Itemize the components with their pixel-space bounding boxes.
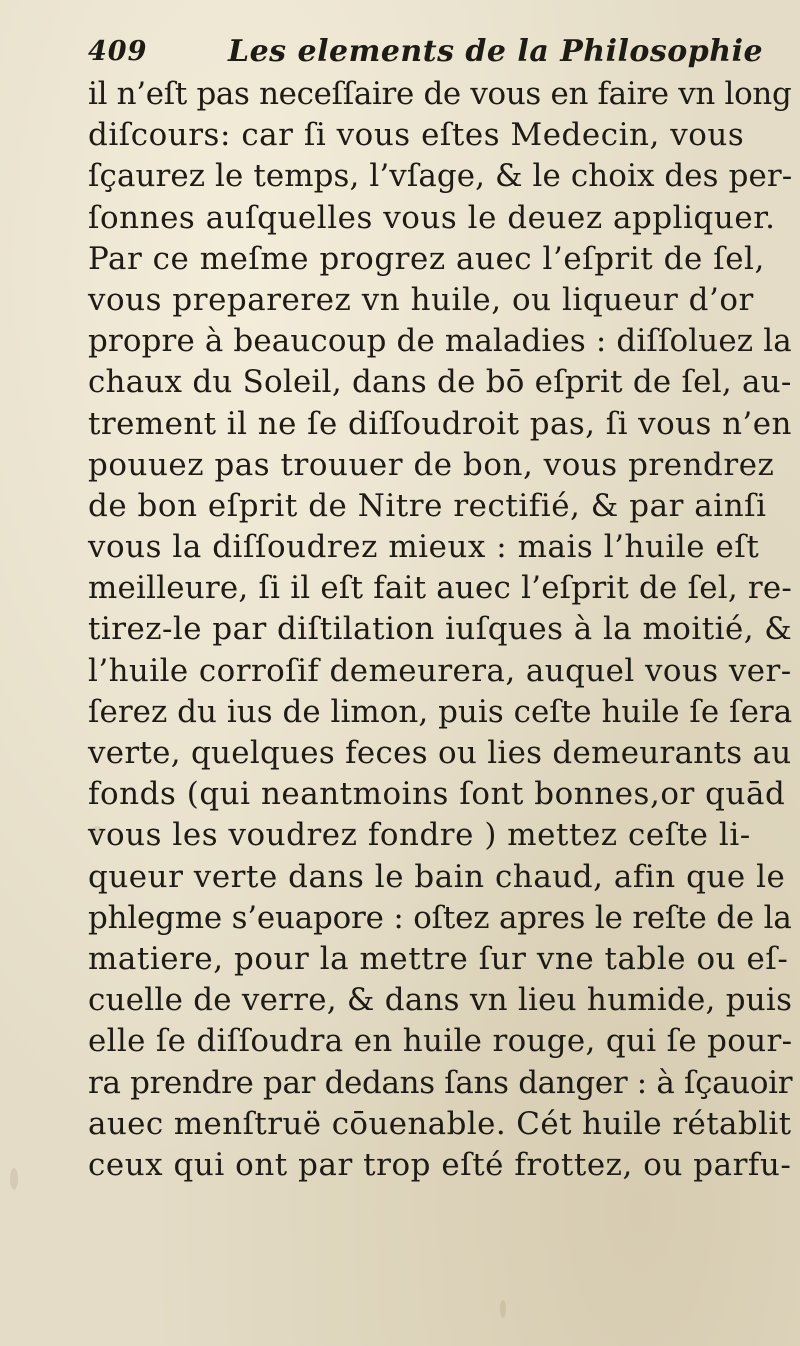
text-line: verte, quelques feces ou lies demeurants au [88, 735, 792, 771]
text-line: ſerez du ius de limon, puis ceſte huile ſe ſera [88, 693, 793, 730]
text-line: cuelle de verre, & dans vn lieu humide, puis [88, 982, 793, 1019]
text-line: diſcours: car ſi vous eſtes Medecin, vous [88, 117, 745, 154]
text-line: ſçaurez le temps, l’vſage, & le choix des per- [88, 158, 793, 195]
text-line: Par ce meſme progrez auec l’eſprit de ſel, [88, 240, 765, 277]
text-line: meilleure, ſi il eſt fait auec l’eſprit de ſel, re- [88, 570, 793, 607]
text-line: de bon eſprit de Nitre rectifié, & par ainſi [88, 487, 767, 524]
text-line: tirez-le par diſtilation iuſques à la moitié, & [88, 611, 793, 648]
text-line: auec menſtruë cōuenable. Cét huile rétablit [88, 1105, 792, 1142]
paper-stain [10, 1168, 18, 1190]
text-line: vous les voudrez fondre ) mettez ceſte li- [88, 817, 751, 854]
body-text [88, 74, 796, 1186]
text-line: vous preparerez vn huile, ou liqueur d’or [88, 281, 754, 318]
text-line: ra prendre par dedans ſans danger : à ſçauoir [88, 1064, 793, 1101]
text-line: phlegme s’euapore : oſtez apres le reſte de la [88, 899, 792, 936]
running-title: Les elements de la Philosophie [228, 34, 764, 69]
paper-stain [500, 1300, 506, 1318]
text-line: queur verte dans le bain chaud, afin que le [88, 858, 786, 895]
running-head [88, 30, 764, 74]
text-line: l’huile corroſif demeurera, auquel vous ver- [88, 652, 792, 689]
text-line: ceux qui ont par trop eſté frottez, ou parfu- [88, 1146, 792, 1183]
text-line: trement il ne ſe diſſoudroit pas, ſi vous n’en [88, 405, 792, 442]
text-line: ſonnes auſquelles vous le deuez appliquer. [88, 199, 776, 236]
text-line: fonds (qui neantmoins ſont bonnes,or quād [88, 776, 786, 813]
text-line: matiere, pour la mettre ſur vne table ou eſ- [88, 940, 789, 977]
text-line: propre à beaucoup de maladies : diſſoluez la [88, 323, 792, 360]
page-number: 409 [88, 36, 148, 67]
text-line: il n’eſt pas neceſſaire de vous en faire vn long [88, 76, 792, 112]
text-line: vous la diſſoudrez mieux : mais l’huile eſt [88, 529, 760, 566]
text-line: pouuez pas trouuer de bon, vous prendrez [88, 446, 775, 483]
text-line: chaux du Soleil, dans de bō eſprit de ſel, au- [88, 364, 792, 401]
text-line: elle ſe diſſoudra en huile rouge, qui ſe pour- [88, 1023, 793, 1060]
